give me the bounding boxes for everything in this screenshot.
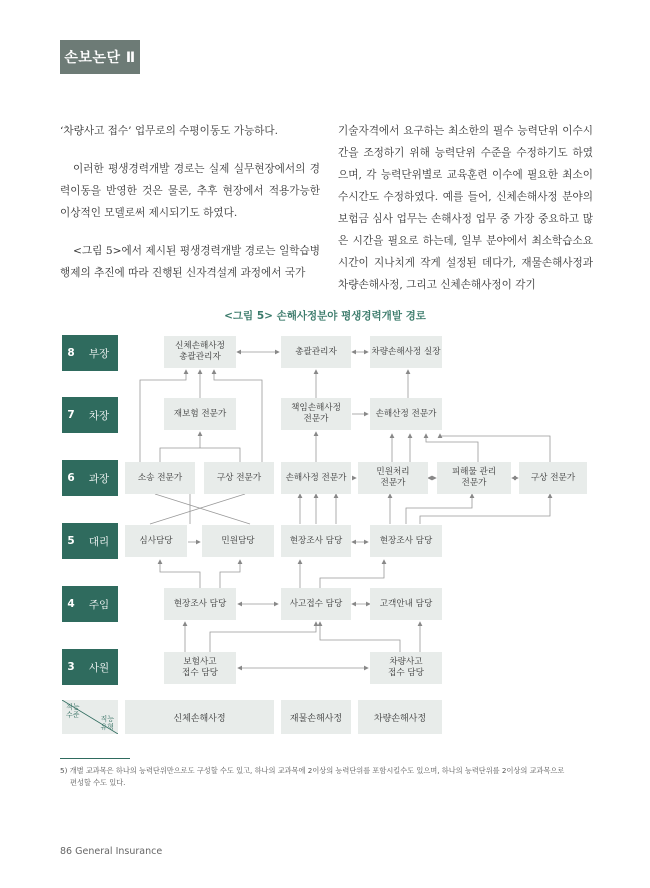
position-box: 현장조사 담당 xyxy=(164,588,236,620)
rank-level-5 xyxy=(62,523,118,559)
position-box: 현장조사 담당 xyxy=(281,525,351,557)
position-box: 총괄관리자 xyxy=(281,336,351,368)
paragraph: 이러한 평생경력개발 경로는 실제 실무현장에서의 경력이동을 반영한 것은 물론, 추후 현장에서 적용가능한 이상적인 모델로써 제시되기도 하였다. xyxy=(60,163,320,219)
rank-number: 5 xyxy=(67,535,75,547)
type-cell-body: 신체손해사정 xyxy=(125,700,274,734)
rank-label: 대리 xyxy=(88,535,110,548)
position-box: 민원처리 전문가 xyxy=(358,462,428,494)
body-column-right xyxy=(338,120,593,296)
paragraph: 기술자격에서 요구하는 최소한의 필수 능력단위 이수시간을 조정하기 위해 능력단위 수준을 수정하기도 하였으며, 각 능력단위별로 교육훈련 이수에 필요한 최소이수시간도 수정하였다. 예를 들어, 신체손해사정 분야의 보험금 심사 업무는 손해사정 업무 중 가장 중요하고 많은 시간을 필요로 하는데, 일부 분야에서 최소학습소요시간이 지나치게 작게 설정된 데다가, 재물손해사정과 차량손해사정, 그리고 신체손해사정이 각기 xyxy=(338,125,593,291)
type-cell-property: 재물손해사정 xyxy=(281,700,351,734)
position-box: 책임손해사정 전문가 xyxy=(281,398,351,430)
position-box: 신체손해사정 총괄관리자 xyxy=(164,336,236,368)
page-footer xyxy=(60,846,162,857)
paragraph: ‘차량사고 접수’ 업무로의 수평이동도 가능하다. xyxy=(60,125,279,137)
rank-label: 과장 xyxy=(88,472,110,485)
position-box: 구상 전문가 xyxy=(519,462,587,494)
axis-corner-cell xyxy=(62,700,118,734)
footnote-line: 5) 개별 교과목은 하나의 능력단위만으로도 구성할 수도 있고, 하나의 교과목에 2이상의 능력단위를 포함시킬수도 있으며, 하나의 능력단위를 2이상의 교과목으로 xyxy=(60,766,565,775)
section-title-badge: 손보논단 Ⅱ xyxy=(60,40,140,74)
position-box: 차량손해사정 실장 xyxy=(370,336,442,368)
rank-number: 3 xyxy=(67,661,75,673)
position-box: 손해사정 전문가 xyxy=(281,462,351,494)
position-box: 민원담당 xyxy=(202,525,274,557)
position-box: 현장조사 담당 xyxy=(370,525,442,557)
rank-level-6 xyxy=(62,460,118,496)
figure-title: <그림 5> 손해사정분야 평생경력개발 경로 xyxy=(224,310,426,322)
rank-number: 8 xyxy=(67,347,75,359)
position-box: 차량사고 접수 담당 xyxy=(370,652,442,684)
skill-level-label: 직능 수준 xyxy=(66,703,80,719)
footnote-line: 편성할 수도 있다. xyxy=(70,778,126,787)
position-box: 심사담당 xyxy=(125,525,187,557)
type-cell-vehicle: 차량손해사정 xyxy=(358,700,442,734)
footnote-rule xyxy=(60,758,130,759)
position-box: 사고접수 담당 xyxy=(281,588,351,620)
body-column-left xyxy=(60,120,320,300)
rank-number: 7 xyxy=(67,409,75,421)
skill-type-label: 직능 유형 xyxy=(100,715,114,731)
rank-level-8 xyxy=(62,335,118,371)
position-box: 소송 전문가 xyxy=(125,462,195,494)
position-box: 손해산정 전문가 xyxy=(370,398,442,430)
paragraph: <그림 5>에서 제시된 평생경력개발 경로는 일학습병행제의 추진에 따라 진행된 신자격설계 과정에서 국가 xyxy=(60,245,320,279)
position-box: 피해물 관리 전문가 xyxy=(437,462,511,494)
position-box: 구상 전문가 xyxy=(204,462,274,494)
position-box: 재보험 전문가 xyxy=(164,398,236,430)
publication-name: General Insurance xyxy=(75,846,163,857)
rank-number: 6 xyxy=(67,472,75,484)
position-box: 보험사고 접수 담당 xyxy=(164,652,236,684)
rank-level-4 xyxy=(62,586,118,622)
page-number: 86 xyxy=(60,846,73,857)
rank-level-7 xyxy=(62,397,118,433)
rank-number: 4 xyxy=(67,598,75,610)
position-box: 고객안내 담당 xyxy=(370,588,442,620)
rank-label: 부장 xyxy=(88,347,110,360)
rank-label: 주임 xyxy=(88,598,110,611)
footnote xyxy=(60,765,600,789)
rank-label: 차장 xyxy=(88,409,110,422)
rank-level-3 xyxy=(62,649,118,685)
rank-label: 사원 xyxy=(88,661,110,674)
